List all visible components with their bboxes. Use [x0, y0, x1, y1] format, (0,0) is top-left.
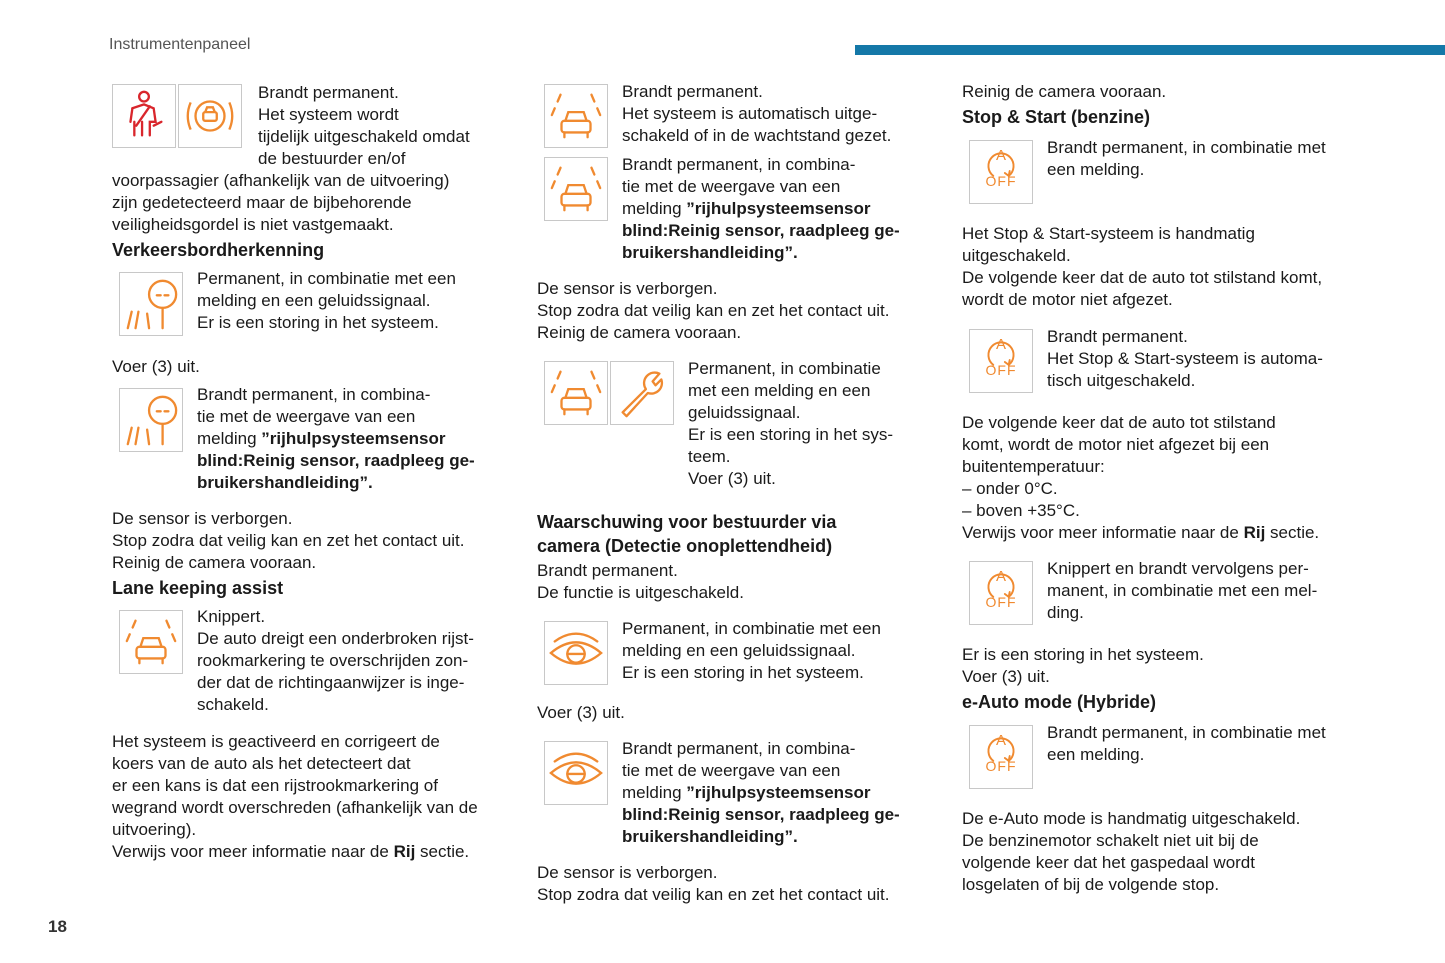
- lane-keeping-icon: [544, 361, 608, 425]
- bold-text: ”rijhulpsysteemsensor: [261, 429, 446, 448]
- text-line: Voer (3) uit.: [537, 703, 625, 722]
- text-line: Permanent, in combinatie met een: [197, 269, 456, 288]
- text-line: manent, in combinatie met een mel-: [1047, 581, 1318, 600]
- text-line: De functie is uitgeschakeld.: [537, 583, 744, 602]
- text-line: wegrand wordt overschreden (afhankelijk van de: [112, 798, 478, 817]
- eye-block-2: [537, 738, 932, 848]
- text-line: Brandt permanent, in combina-: [197, 385, 431, 404]
- lane-keeping-icon: [119, 610, 183, 674]
- text-line: melding en een geluidssignaal.: [622, 641, 856, 660]
- column-1: [112, 81, 512, 863]
- e-auto-off-icon: [969, 725, 1033, 789]
- seatbelt-warning-icon: [112, 84, 176, 148]
- stop-start-block-1: [962, 137, 1362, 204]
- text-line: geluidssignaal.: [688, 403, 801, 422]
- text-line: tie met de weergave van een: [197, 407, 416, 426]
- icon-label-off: OFF: [985, 594, 1017, 610]
- bold-text: ”rijhulpsysteemsensor: [686, 783, 871, 802]
- bold-text: ”rijhulpsysteemsensor: [686, 199, 871, 218]
- bold-text: blind:Reinig sensor, raadpleeg ge-: [197, 451, 475, 470]
- seatbelt-block: [112, 81, 512, 170]
- text-span: melding: [622, 199, 687, 218]
- text-line: Brandt permanent.: [537, 561, 678, 580]
- text-line: [197, 428, 475, 450]
- text-line: uitgeschakeld.: [962, 246, 1071, 265]
- text-line: De volgende keer dat de auto tot stilstand komt,: [962, 268, 1323, 287]
- text-line: volgende keer dat het gaspedaal wordt: [962, 853, 1255, 872]
- bold-text: Rij: [1243, 523, 1266, 542]
- icon-label-a: A: [995, 147, 1006, 164]
- text-span: Verwijs voor meer informatie naar de: [962, 523, 1244, 542]
- eye-icon: [544, 621, 608, 685]
- section-heading-stop-start: Stop & Start (benzine): [962, 107, 1150, 127]
- traffic-sign-block-2: [112, 385, 512, 494]
- bold-text: bruikershandleiding”.: [197, 473, 373, 492]
- text-line: Permanent, in combinatie: [688, 359, 881, 378]
- text-line: voorpassagier (afhankelijk van de uitvoering): [112, 171, 450, 190]
- text-line: tijdelijk uitgeschakeld omdat: [258, 127, 470, 146]
- icon-label-off: OFF: [985, 758, 1017, 774]
- section-heading-lane-keeping: Lane keeping assist: [112, 578, 284, 598]
- icon-label-a: A: [995, 336, 1006, 353]
- stop-start-off-icon: [969, 329, 1033, 393]
- text-line: zijn gedetecteerd maar de bijbehorende: [112, 193, 412, 212]
- text-line: tie met de weergave van een: [622, 761, 841, 780]
- text-line: Er is een storing in het systeem.: [197, 313, 439, 332]
- text-span: sectie.: [1265, 523, 1320, 542]
- text-line: De sensor is verborgen.: [537, 863, 718, 882]
- text-line: Brandt permanent.: [622, 82, 763, 101]
- lane-keeping-icon: [544, 84, 608, 148]
- text-line: Stop zodra dat veilig kan en zet het contact uit.: [112, 531, 465, 550]
- stop-start-off-icon: [969, 561, 1033, 625]
- text-line: De benzinemotor schakelt niet uit bij de: [962, 831, 1259, 850]
- text-line: [112, 841, 512, 863]
- text-line: uitvoering).: [112, 820, 197, 839]
- section-heading-driver-attention: Waarschuwing voor bestuurder via: [537, 512, 837, 532]
- text-line: met een melding en een: [688, 381, 871, 400]
- text-line: teem.: [688, 447, 731, 466]
- traffic-sign-block-1: [112, 269, 512, 336]
- section-heading-traffic-sign: Verkeersbordherkenning: [112, 240, 325, 260]
- seatbelt-icons: [112, 84, 242, 148]
- text-line: tisch uitgeschakeld.: [1047, 371, 1196, 390]
- text-line: De sensor is verborgen.: [537, 279, 718, 298]
- passenger-detection-icon: [178, 84, 242, 148]
- text-line: schakeld.: [197, 695, 269, 714]
- text-line: Het systeem wordt: [258, 105, 399, 124]
- text-line: Permanent, in combinatie met een: [622, 619, 881, 638]
- text-line: ding.: [1047, 603, 1084, 622]
- text-line: schakeld of in de wachtstand gezet.: [622, 126, 892, 145]
- text-line: [962, 522, 1362, 544]
- text-line: – boven +35°C.: [962, 501, 1080, 520]
- text-line: de bestuurder en/of: [258, 149, 406, 168]
- text-span: Verwijs voor meer informatie naar de: [112, 842, 394, 861]
- text-line: Het Stop & Start-systeem is automa-: [1047, 349, 1323, 368]
- text-line: De sensor is verborgen.: [112, 509, 293, 528]
- bold-text: blind:Reinig sensor, raadpleeg ge-: [622, 805, 900, 824]
- stop-start-off-icon: [969, 140, 1033, 204]
- text-line: Brandt permanent, in combina-: [622, 739, 856, 758]
- text-line: rookmarkering te overschrijden zon-: [197, 651, 469, 670]
- text-line: [622, 782, 900, 804]
- text-line: Reinig de camera vooraan.: [112, 553, 317, 572]
- text-line: Er is een storing in het systeem.: [622, 663, 864, 682]
- e-auto-block: [962, 722, 1362, 789]
- bold-text: bruikershandleiding”.: [622, 827, 798, 846]
- text-line: Stop zodra dat veilig kan en zet het contact uit.: [537, 885, 890, 904]
- bold-text: blind:Reinig sensor, raadpleeg ge-: [622, 221, 900, 240]
- text-line: veiligheidsgordel is niet vastgemaakt.: [112, 215, 394, 234]
- text-line: De volgende keer dat de auto tot stilstand: [962, 413, 1276, 432]
- stop-start-block-3: [962, 558, 1362, 625]
- bold-text: bruikershandleiding”.: [622, 243, 798, 262]
- text-line: Het systeem is geactiveerd en corrigeert de: [112, 732, 440, 751]
- lane-fault-block: [537, 358, 932, 490]
- text-line: Stop zodra dat veilig kan en zet het contact uit.: [537, 301, 890, 320]
- text-line: Brandt permanent.: [1047, 327, 1188, 346]
- text-line: [622, 198, 900, 220]
- section-heading-e-auto: e-Auto mode (Hybride): [962, 692, 1157, 712]
- text-line: melding en een geluidssignaal.: [197, 291, 431, 310]
- text-line: De auto dreigt een onderbroken rijst-: [197, 629, 474, 648]
- text-line: Er is een storing in het sys-: [688, 425, 894, 444]
- text-line: De e-Auto mode is handmatig uitgeschakeld.: [962, 809, 1301, 828]
- icon-label-a: A: [995, 732, 1006, 749]
- eye-block-1: [537, 618, 932, 685]
- text-line: Knippert en brandt vervolgens per-: [1047, 559, 1309, 578]
- text-line: Brandt permanent.: [258, 83, 399, 102]
- text-span: sectie.: [415, 842, 470, 861]
- running-header: Instrumentenpaneel: [109, 36, 251, 53]
- text-line: Brandt permanent, in combina-: [622, 155, 856, 174]
- text-line: Reinig de camera vooraan.: [537, 323, 742, 342]
- header-accent-bar: [855, 45, 1445, 55]
- icon-label-off: OFF: [985, 362, 1017, 378]
- lane-system-block-2: [537, 154, 932, 264]
- page-number: 18: [48, 917, 67, 936]
- text-span: melding: [197, 429, 262, 448]
- lane-keeping-icon: [544, 157, 608, 221]
- bold-text: Rij: [393, 842, 416, 861]
- column-3: [962, 81, 1362, 896]
- text-span: melding: [622, 783, 687, 802]
- text-line: buitentemperatuur:: [962, 457, 1105, 476]
- wrench-icon: [610, 361, 674, 425]
- text-line: Het Stop & Start-systeem is handmatig: [962, 224, 1255, 243]
- text-line: Reinig de camera vooraan.: [962, 82, 1167, 101]
- text-line: tie met de weergave van een: [622, 177, 841, 196]
- eye-icon: [544, 741, 608, 805]
- text-line: – onder 0°C.: [962, 479, 1058, 498]
- text-line: er een kans is dat een rijstrookmarkering of: [112, 776, 438, 795]
- section-heading-driver-attention-cont: camera (Detectie onoplettendheid): [537, 536, 833, 556]
- traffic-sign-recognition-icon: [119, 272, 183, 336]
- text-line: Voer (3) uit.: [962, 667, 1050, 686]
- text-line: een melding.: [1047, 745, 1145, 764]
- text-line: Knippert.: [197, 607, 266, 626]
- text-line: losgelaten of bij de volgende stop.: [962, 875, 1220, 894]
- text-line: Voer (3) uit.: [688, 469, 776, 488]
- text-line: Brandt permanent, in combinatie met: [1047, 723, 1326, 742]
- text-line: wordt de motor niet afgezet.: [962, 290, 1173, 309]
- stop-start-block-2: [962, 326, 1362, 393]
- text-line: Er is een storing in het systeem.: [962, 645, 1204, 664]
- text-line: Het systeem is automatisch uitge-: [622, 104, 878, 123]
- icon-label-off: OFF: [985, 173, 1017, 189]
- text-line: Voer (3) uit.: [112, 357, 200, 376]
- text-line: der dat de richtingaanwijzer is inge-: [197, 673, 465, 692]
- column-2: [537, 81, 932, 906]
- text-line: Brandt permanent, in combinatie met: [1047, 138, 1326, 157]
- lane-keeping-block: [112, 607, 512, 716]
- icon-label-a: A: [995, 568, 1006, 585]
- lane-system-block-1: [537, 81, 932, 148]
- text-line: koers van de auto als het detecteert dat: [112, 754, 411, 773]
- text-line: komt, wordt de motor niet afgezet bij een: [962, 435, 1270, 454]
- traffic-sign-recognition-icon: [119, 388, 183, 452]
- text-line: een melding.: [1047, 160, 1145, 179]
